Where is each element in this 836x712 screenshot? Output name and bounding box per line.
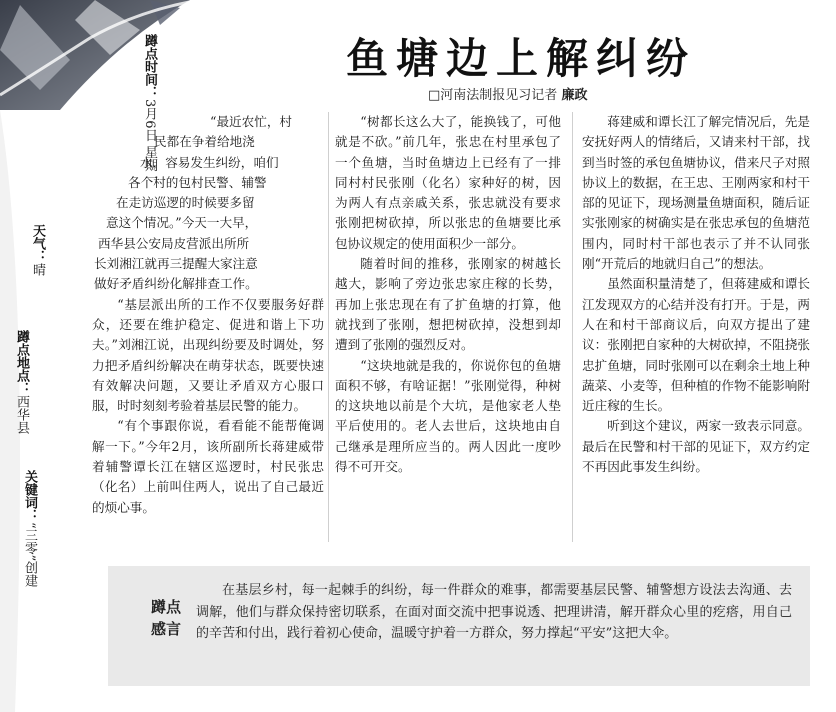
col1-line: 各个村的包村民警、辅警 xyxy=(128,174,267,190)
byline-author: 廉政 xyxy=(561,88,588,103)
col1-line: 在走访巡逻的时候要多留 xyxy=(116,195,255,211)
col3-paragraph-3: 听到这个建议，两家一致表示同意。最后在民警和村干部的见证下，双方约定不再因此事发生纠纷。 xyxy=(582,418,810,475)
col2-paragraph-3: “这块地就是我的，你说你包的鱼塘面积不够，有啥证据！”张刚觉得，种树的这块地以前是个大坑，是他家老人垫平后使用的。老人去世后，这块地由自己继承是理所应当的。两人因此一度吵得不可开交。 xyxy=(335,357,561,475)
col1-line: 民都在争着给地浇 xyxy=(154,134,255,150)
keywords-label: 关键词： xyxy=(22,470,37,522)
reflection-text xyxy=(196,580,792,645)
place-value: 西华县 xyxy=(14,395,29,434)
article-column-3 xyxy=(582,112,810,477)
place-label: 蹲点地点： xyxy=(14,330,29,395)
col1-line: 西华县公安局皮营派出所所 xyxy=(98,235,250,251)
time-label: 蹲点时间： xyxy=(142,34,157,99)
column-divider xyxy=(572,112,573,542)
meta-keywords xyxy=(22,470,37,587)
byline xyxy=(428,84,587,103)
col1-paragraph-2: “基层派出所的工作不仅要服务好群众，还要在维护稳定、促进和谐上下功夫。”刘湘江说，出现纠纷要及时调处，努力把矛盾纠纷解决在萌芽状态，既要快速有效解决问题，又要让矛盾双方心服口服，时时刻刻考验着基层民警的能力。 xyxy=(92,296,324,414)
col2-paragraph-1: “树都长这么大了，能换钱了，可他就是不砍。”前几年，张忠在村里承包了一个鱼塘，当时鱼塘边上已经有了一排同村村民张刚（化名）家种好的树，因为两人有点亲戚关系，张忠就没有要求张刚把树砍掉，所以张忠的鱼塘要比承包协议规定的使用面积少一部分。 xyxy=(335,114,561,251)
reflection-box xyxy=(108,566,810,686)
col1-line: 做好矛盾纠纷化解排查工作。 xyxy=(94,276,258,292)
col3-paragraph-2: 虽然面积量清楚了，但蒋建威和谭长江发现双方的心结并没有打开。于是，两人在和村干部商议后，向双方提出了建议：张刚把自家种的大树砍掉，不阻挠张忠扩鱼塘，同时张刚可以在剩余土地上种蔬菜、小麦等，但种植的作物不能影响附近庄稼的生长。 xyxy=(582,276,810,414)
meta-weather xyxy=(30,224,45,276)
col1-line: 意这个情况。”今天一大早， xyxy=(106,215,258,231)
col2-paragraph-2: 随着时间的推移，张刚家的树越长越大，影响了旁边张忠家庄稼的长势，再加上张忠现在有了扩鱼塘的打算，他就找到了张刚，想把树砍掉，没想到却遭到了张刚的强烈反对。 xyxy=(335,256,561,353)
article-column-1 xyxy=(92,112,324,518)
keywords-value: “三零”创建 xyxy=(22,522,37,588)
col1-paragraph-3: “有个事跟你说，看看能不能帮俺调解一下。”今年2月，该所副所长蒋建威带着辅警谭长江在辖区巡逻时，村民张忠（化名）上前叫住两人，说出了自己最近的烦心事。 xyxy=(92,418,324,515)
col1-line: 长刘湘江就再三提醒大家注意 xyxy=(94,256,258,272)
article-title: 鱼塘边上解纠纷 xyxy=(346,34,697,83)
article-column-2 xyxy=(335,112,561,477)
col1-line: 水，容易发生纠纷，咱们 xyxy=(140,154,279,170)
reflection-paragraph: 在基层乡村，每一起棘手的纠纷，每一件群众的难事，都需要基层民警、辅警想方设法去沟通、去调解，他们与群众保持密切联系，在面对面交流中把事说透、把理讲清，解开群众心里的疙瘩，用自己的辛苦和付出，践行着初心使命，温暖守护着一方群众，努力撑起“平安”这把大伞。 xyxy=(196,583,792,641)
reflection-label xyxy=(138,596,194,640)
meta-place xyxy=(14,330,29,434)
time-value: 3月6日 星期一 xyxy=(142,99,157,185)
column-divider xyxy=(328,112,329,542)
col3-paragraph-1: 蒋建威和谭长江了解完情况后，先是安抚好两人的情绪后，又请来村干部，找到当时签的承包鱼塘协议，借来尺子对照协议上的数据，在王忠、王刚两家和村干部的见证下，现场测量鱼塘面积，随后证实张刚家的树确实是在张忠承包的鱼塘范围内，同时村干部也表示了并不认同张刚“开荒后的地就归自己”的想法。 xyxy=(582,114,810,272)
col1-line: “最近农忙，村 xyxy=(210,114,293,129)
weather-label: 天气： xyxy=(30,224,45,263)
weather-value: 晴 xyxy=(30,263,45,276)
reflection-label-line-2: 感言 xyxy=(150,620,181,638)
byline-prefix: □河南法制报见习记者 xyxy=(428,88,558,103)
reflection-label-line-1: 蹲点 xyxy=(150,598,181,616)
